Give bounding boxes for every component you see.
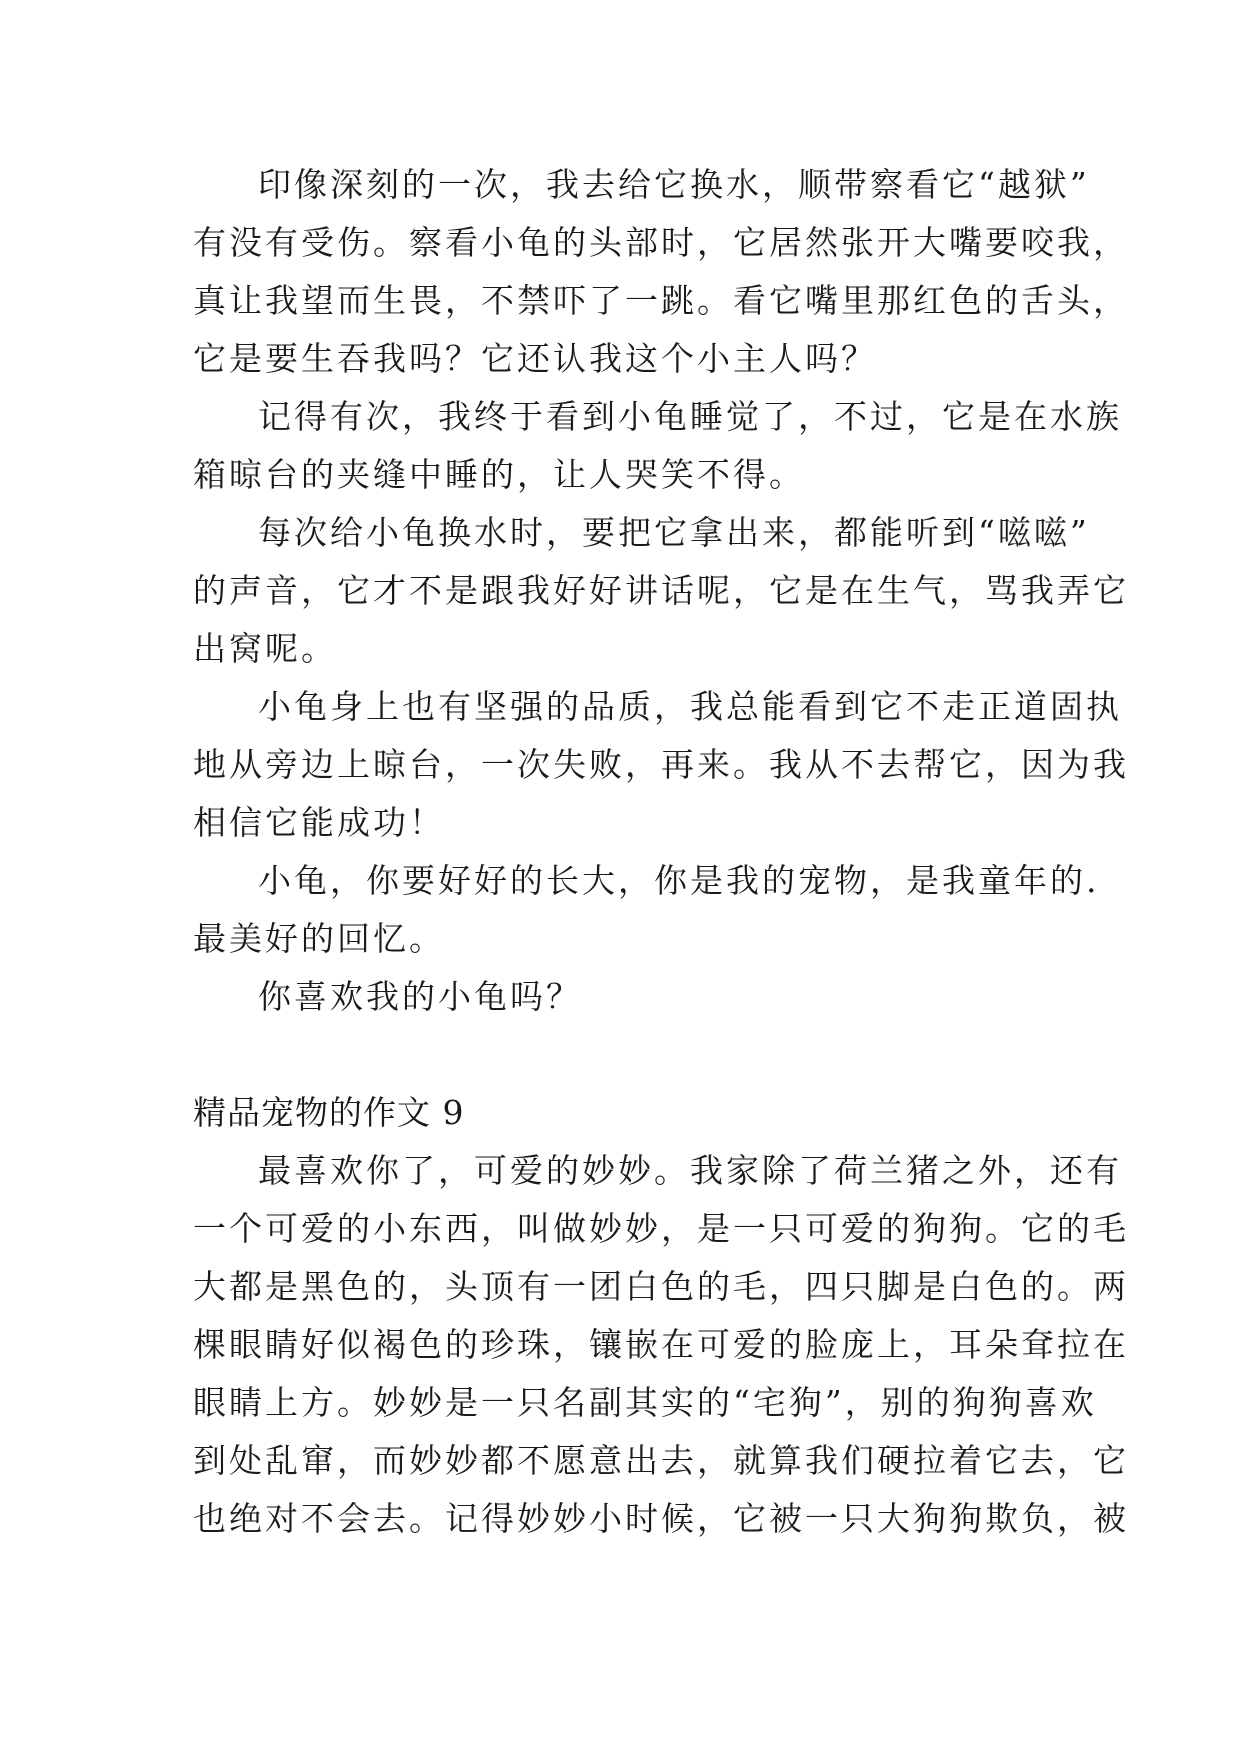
- paragraph-line: 最美好的回忆。: [193, 919, 445, 958]
- paragraph-line: 小龟，你要好好的长大，你是我的宠物，是我童年的.: [258, 861, 1100, 900]
- paragraph-line: 记得有次，我终于看到小龟睡觉了，不过，它是在水族: [258, 397, 1122, 436]
- paragraph-line: 大都是黑色的，头顶有一团白色的毛，四只脚是白色的。两: [193, 1267, 1129, 1306]
- paragraph-line: 的声音，它才不是跟我好好讲话呢，它是在生气，骂我弄它: [193, 571, 1129, 610]
- paragraph-line: 棵眼睛好似褐色的珍珠，镶嵌在可爱的脸庞上，耳朵耷拉在: [193, 1325, 1129, 1364]
- paragraph-line: 到处乱窜，而妙妙都不愿意出去，就算我们硬拉着它去，它: [193, 1441, 1129, 1480]
- paragraph-line: 你喜欢我的小龟吗？: [258, 977, 582, 1016]
- paragraph-line: 最喜欢你了，可爱的妙妙。我家除了荷兰猪之外，还有: [258, 1151, 1122, 1190]
- paragraph-line: 眼睛上方。妙妙是一只名副其实的“宅狗”，别的狗狗喜欢: [193, 1383, 1097, 1422]
- section-heading: 精品宠物的作文 9: [193, 1093, 465, 1132]
- paragraph-line: 真让我望而生畏，不禁吓了一跳。看它嘴里那红色的舌头，: [193, 281, 1129, 320]
- paragraph-line: 印像深刻的一次，我去给它换水，顺带察看它“越狱”: [258, 165, 1090, 204]
- paragraph-line: 出窝呢。: [193, 629, 337, 668]
- paragraph-line: 它是要生吞我吗？它还认我这个小主人吗？: [193, 339, 877, 378]
- paragraph-line: 相信它能成功！: [193, 803, 445, 842]
- paragraph-line: 小龟身上也有坚强的品质，我总能看到它不走正道固执: [258, 687, 1122, 726]
- paragraph-line: 箱晾台的夹缝中睡的，让人哭笑不得。: [193, 455, 805, 494]
- paragraph-line: 地从旁边上晾台，一次失败，再来。我从不去帮它，因为我: [193, 745, 1129, 784]
- paragraph-line: 有没有受伤。察看小龟的头部时，它居然张开大嘴要咬我，: [193, 223, 1129, 262]
- paragraph-line: 一个可爱的小东西，叫做妙妙，是一只可爱的狗狗。它的毛: [193, 1209, 1129, 1248]
- paragraph-line: 也绝对不会去。记得妙妙小时候，它被一只大狗狗欺负，被: [193, 1499, 1129, 1538]
- paragraph-line: 每次给小龟换水时，要把它拿出来，都能听到“嗞嗞”: [258, 513, 1090, 552]
